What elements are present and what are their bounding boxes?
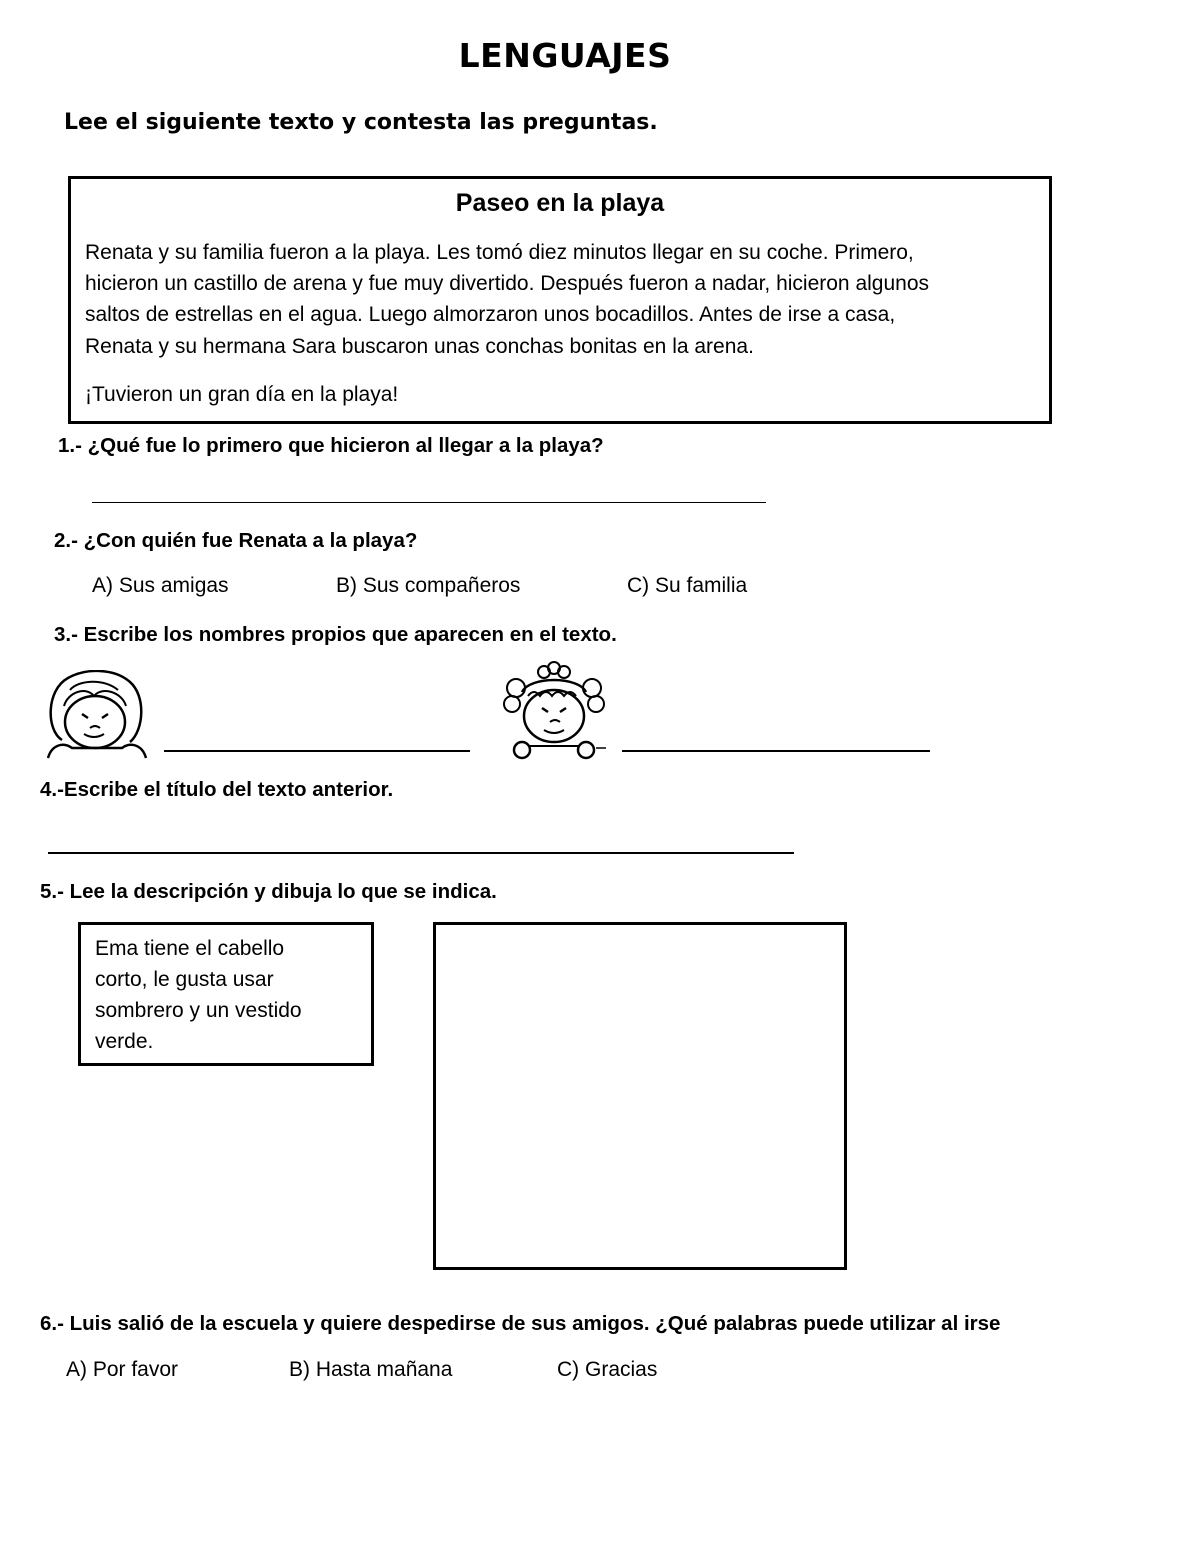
description-line-4: verde. <box>95 1030 154 1053</box>
instruction-text: Lee el siguiente texto y contesta las preguntas. <box>64 110 658 135</box>
question-4: 4.-Escribe el título del texto anterior. <box>40 778 394 801</box>
q2-option-b[interactable]: B) Sus compañeros <box>336 574 521 597</box>
answer-line-4[interactable] <box>48 852 794 854</box>
story-line-4: Renata y su hermana Sara buscaron unas conchas bonitas en la arena. <box>85 335 754 358</box>
story-line-2: hicieron un castillo de arena y fue muy divertido. Después fueron a nadar, hicieron algunos <box>85 272 930 295</box>
question-2: 2.- ¿Con quién fue Renata a la playa? <box>54 529 418 552</box>
story-title: Paseo en la playa <box>455 189 665 217</box>
name-answer-line-2[interactable] <box>622 750 930 752</box>
question-3: 3.- Escribe los nombres propios que aparecen en el texto. <box>54 623 617 646</box>
page-title: LENGUAJES <box>458 36 672 75</box>
name-answer-line-1[interactable] <box>164 750 470 752</box>
q6-option-b[interactable]: B) Hasta mañana <box>289 1358 453 1381</box>
girl-curly-face-icon <box>500 660 608 760</box>
description-box <box>78 922 374 1066</box>
story-closing: ¡Tuvieron un gran día en la playa! <box>85 383 399 406</box>
q6-option-c[interactable]: C) Gracias <box>557 1358 658 1381</box>
answer-line-1[interactable] <box>92 502 766 503</box>
story-box <box>68 176 1052 424</box>
question-1: 1.- ¿Qué fue lo primero que hicieron al llegar a la playa? <box>58 434 604 457</box>
q6-option-a[interactable]: A) Por favor <box>66 1358 179 1381</box>
description-line-2: corto, le gusta usar <box>95 968 274 991</box>
q2-option-c[interactable]: C) Su familia <box>627 574 748 597</box>
description-line-3: sombrero y un vestido <box>95 999 302 1022</box>
story-line-3: saltos de estrellas en el agua. Luego almorzaron unos bocadillos. Antes de irse a casa, <box>85 303 896 326</box>
drawing-area[interactable] <box>433 922 847 1270</box>
q2-option-a[interactable]: A) Sus amigas <box>92 574 229 597</box>
girl-face-icon <box>42 670 148 762</box>
question-6: 6.- Luis salió de la escuela y quiere despedirse de sus amigos. ¿Qué palabras puede utilizar al irse <box>40 1312 1001 1335</box>
description-line-1: Ema tiene el cabello <box>95 937 285 960</box>
question-5: 5.- Lee la descripción y dibuja lo que se indica. <box>40 880 497 903</box>
story-line-1: Renata y su familia fueron a la playa. Les tomó diez minutos llegar en su coche. Primero, <box>85 241 914 264</box>
